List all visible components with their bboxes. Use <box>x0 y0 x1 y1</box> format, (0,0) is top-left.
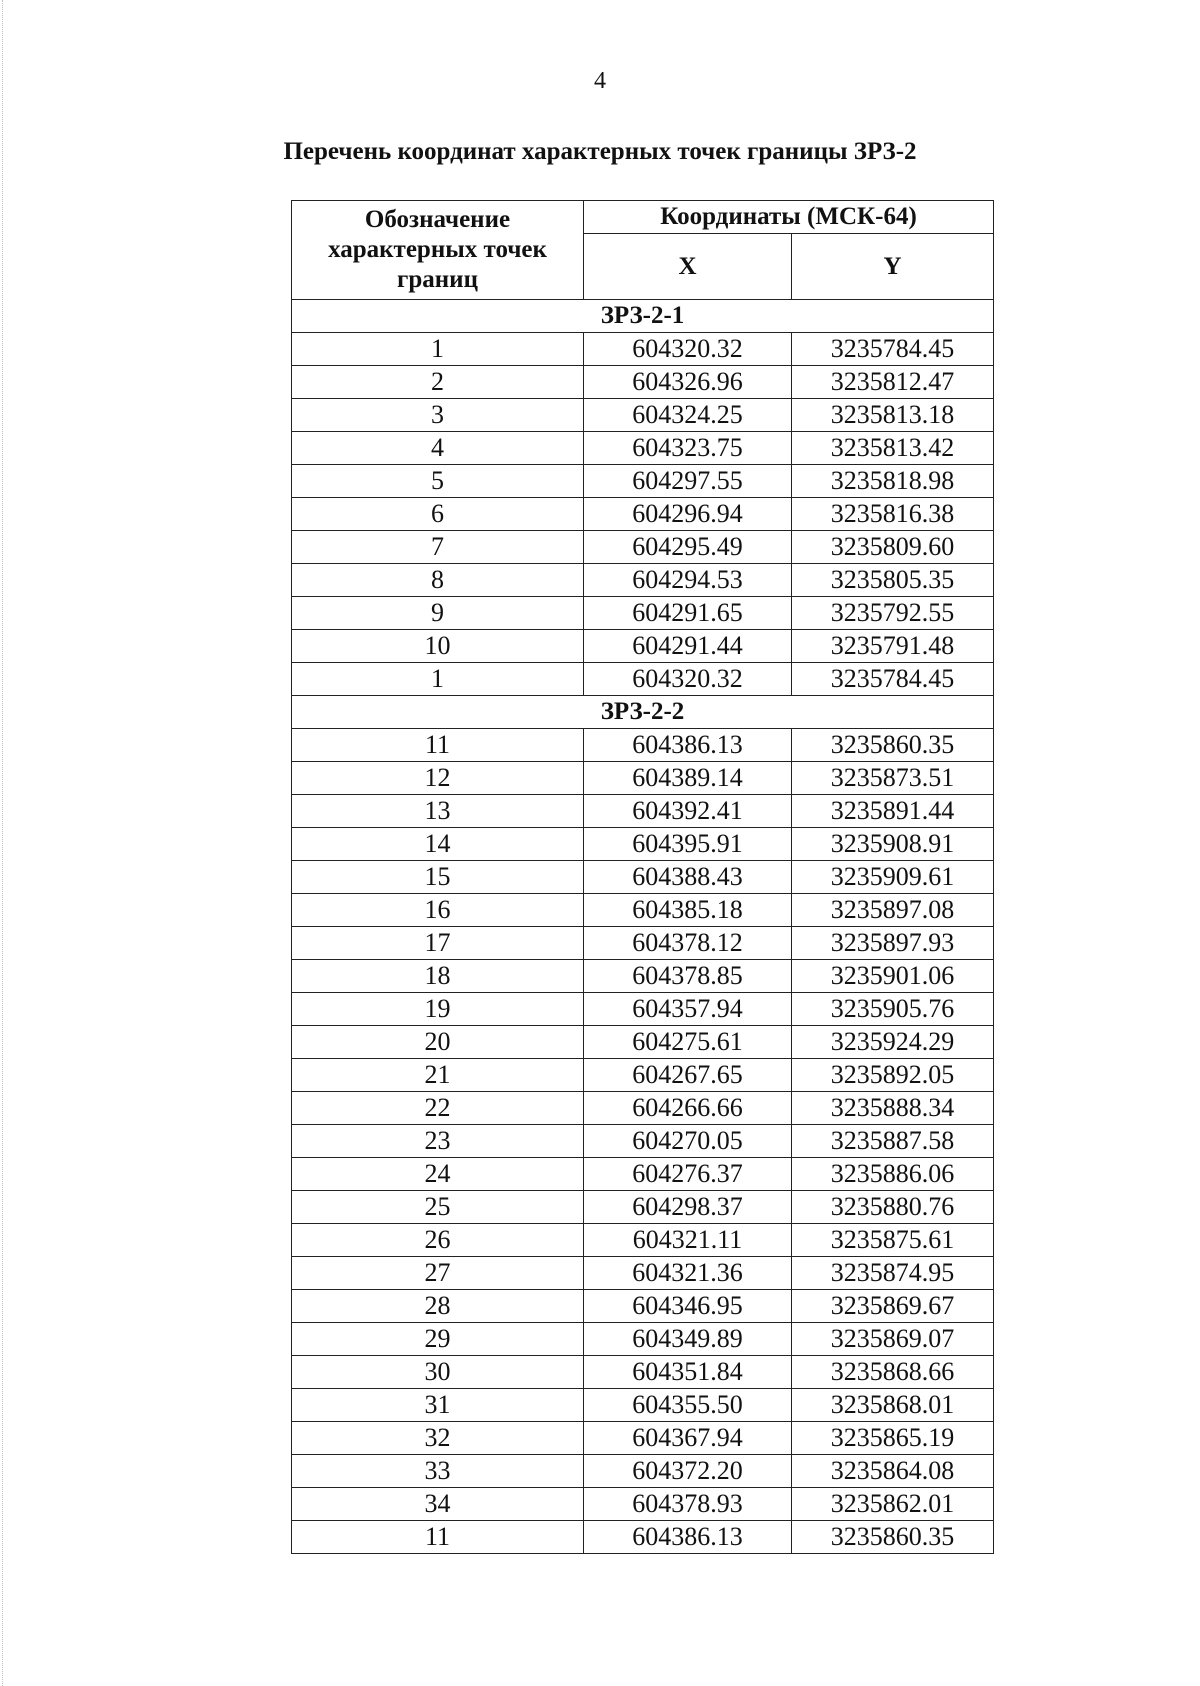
y-coordinate-cell: 3235874.95 <box>792 1257 994 1290</box>
y-coordinate-cell: 3235868.01 <box>792 1389 994 1422</box>
x-coordinate-cell: 604298.37 <box>584 1191 792 1224</box>
table-row <box>292 1125 994 1158</box>
table-header <box>292 201 994 300</box>
x-coordinate-cell: 604291.44 <box>584 630 792 663</box>
x-coordinate-cell: 604320.32 <box>584 333 792 366</box>
x-coordinate-cell: 604349.89 <box>584 1323 792 1356</box>
table-row <box>292 828 994 861</box>
x-coordinate-cell: 604321.11 <box>584 1224 792 1257</box>
table-body <box>292 300 994 1554</box>
header-x: X <box>584 234 792 300</box>
x-coordinate-cell: 604386.13 <box>584 1521 792 1554</box>
table-row <box>292 795 994 828</box>
y-coordinate-cell: 3235809.60 <box>792 531 994 564</box>
table-row <box>292 498 994 531</box>
y-coordinate-cell: 3235865.19 <box>792 1422 994 1455</box>
x-coordinate-cell: 604294.53 <box>584 564 792 597</box>
point-number-cell: 7 <box>292 531 584 564</box>
y-coordinate-cell: 3235897.08 <box>792 894 994 927</box>
table-row <box>292 1158 994 1191</box>
y-coordinate-cell: 3235812.47 <box>792 366 994 399</box>
y-coordinate-cell: 3235873.51 <box>792 762 994 795</box>
table-row <box>292 564 994 597</box>
header-coordinates: Координаты (МСК-64) <box>584 201 994 234</box>
table-row <box>292 465 994 498</box>
section-row <box>292 300 994 333</box>
y-coordinate-cell: 3235792.55 <box>792 597 994 630</box>
point-number-cell: 11 <box>292 729 584 762</box>
x-coordinate-cell: 604267.65 <box>584 1059 792 1092</box>
table-row <box>292 1191 994 1224</box>
point-number-cell: 15 <box>292 861 584 894</box>
point-number-cell: 8 <box>292 564 584 597</box>
point-number-cell: 34 <box>292 1488 584 1521</box>
table-row <box>292 630 994 663</box>
table-row <box>292 399 994 432</box>
y-coordinate-cell: 3235905.76 <box>792 993 994 1026</box>
x-coordinate-cell: 604346.95 <box>584 1290 792 1323</box>
x-coordinate-cell: 604297.55 <box>584 465 792 498</box>
table-row <box>292 927 994 960</box>
y-coordinate-cell: 3235791.48 <box>792 630 994 663</box>
table-row <box>292 366 994 399</box>
point-number-cell: 31 <box>292 1389 584 1422</box>
point-number-cell: 33 <box>292 1455 584 1488</box>
y-coordinate-cell: 3235909.61 <box>792 861 994 894</box>
point-number-cell: 5 <box>292 465 584 498</box>
x-coordinate-cell: 604389.14 <box>584 762 792 795</box>
table-row <box>292 531 994 564</box>
x-coordinate-cell: 604355.50 <box>584 1389 792 1422</box>
x-coordinate-cell: 604372.20 <box>584 1455 792 1488</box>
table-row <box>292 729 994 762</box>
x-coordinate-cell: 604385.18 <box>584 894 792 927</box>
x-coordinate-cell: 604378.12 <box>584 927 792 960</box>
point-number-cell: 4 <box>292 432 584 465</box>
point-number-cell: 16 <box>292 894 584 927</box>
section-label: ЗРЗ-2-1 <box>292 300 994 333</box>
point-number-cell: 1 <box>292 333 584 366</box>
table-row <box>292 1026 994 1059</box>
point-number-cell: 21 <box>292 1059 584 1092</box>
table-row <box>292 993 994 1026</box>
table-row <box>292 1059 994 1092</box>
table-row <box>292 1521 994 1554</box>
table-row <box>292 1422 994 1455</box>
x-coordinate-cell: 604378.85 <box>584 960 792 993</box>
point-number-cell: 10 <box>292 630 584 663</box>
y-coordinate-cell: 3235886.06 <box>792 1158 994 1191</box>
y-coordinate-cell: 3235784.45 <box>792 333 994 366</box>
y-coordinate-cell: 3235805.35 <box>792 564 994 597</box>
point-number-cell: 17 <box>292 927 584 960</box>
table-row <box>292 1389 994 1422</box>
point-number-cell: 23 <box>292 1125 584 1158</box>
point-number-cell: 20 <box>292 1026 584 1059</box>
table-row <box>292 432 994 465</box>
x-coordinate-cell: 604276.37 <box>584 1158 792 1191</box>
table-row <box>292 1290 994 1323</box>
x-coordinate-cell: 604323.75 <box>584 432 792 465</box>
y-coordinate-cell: 3235891.44 <box>792 795 994 828</box>
x-coordinate-cell: 604388.43 <box>584 861 792 894</box>
point-number-cell: 32 <box>292 1422 584 1455</box>
table-row <box>292 1356 994 1389</box>
y-coordinate-cell: 3235880.76 <box>792 1191 994 1224</box>
point-number-cell: 29 <box>292 1323 584 1356</box>
y-coordinate-cell: 3235892.05 <box>792 1059 994 1092</box>
y-coordinate-cell: 3235860.35 <box>792 729 994 762</box>
point-number-cell: 6 <box>292 498 584 531</box>
point-number-cell: 22 <box>292 1092 584 1125</box>
y-coordinate-cell: 3235862.01 <box>792 1488 994 1521</box>
x-coordinate-cell: 604295.49 <box>584 531 792 564</box>
table-row <box>292 762 994 795</box>
point-number-cell: 12 <box>292 762 584 795</box>
table-row <box>292 663 994 696</box>
y-coordinate-cell: 3235784.45 <box>792 663 994 696</box>
point-number-cell: 24 <box>292 1158 584 1191</box>
point-number-cell: 11 <box>292 1521 584 1554</box>
table-row <box>292 1488 994 1521</box>
table-row <box>292 861 994 894</box>
section-label: ЗРЗ-2-2 <box>292 696 994 729</box>
section-row <box>292 696 994 729</box>
x-coordinate-cell: 604321.36 <box>584 1257 792 1290</box>
header-point-designation: Обозначение характерных точек границ <box>292 201 584 300</box>
x-coordinate-cell: 604296.94 <box>584 498 792 531</box>
y-coordinate-cell: 3235813.42 <box>792 432 994 465</box>
y-coordinate-cell: 3235818.98 <box>792 465 994 498</box>
table-row <box>292 894 994 927</box>
table-row <box>292 1323 994 1356</box>
y-coordinate-cell: 3235908.91 <box>792 828 994 861</box>
coordinates-table <box>291 200 994 1554</box>
point-number-cell: 27 <box>292 1257 584 1290</box>
table-row <box>292 960 994 993</box>
point-number-cell: 30 <box>292 1356 584 1389</box>
x-coordinate-cell: 604326.96 <box>584 366 792 399</box>
x-coordinate-cell: 604324.25 <box>584 399 792 432</box>
y-coordinate-cell: 3235813.18 <box>792 399 994 432</box>
y-coordinate-cell: 3235924.29 <box>792 1026 994 1059</box>
x-coordinate-cell: 604320.32 <box>584 663 792 696</box>
table-row <box>292 1455 994 1488</box>
document-title: Перечень координат характерных точек границы ЗРЗ-2 <box>283 138 917 165</box>
x-coordinate-cell: 604392.41 <box>584 795 792 828</box>
y-coordinate-cell: 3235887.58 <box>792 1125 994 1158</box>
point-number-cell: 1 <box>292 663 584 696</box>
y-coordinate-cell: 3235869.67 <box>792 1290 994 1323</box>
x-coordinate-cell: 604275.61 <box>584 1026 792 1059</box>
y-coordinate-cell: 3235888.34 <box>792 1092 994 1125</box>
y-coordinate-cell: 3235868.66 <box>792 1356 994 1389</box>
y-coordinate-cell: 3235897.93 <box>792 927 994 960</box>
point-number-cell: 25 <box>292 1191 584 1224</box>
x-coordinate-cell: 604270.05 <box>584 1125 792 1158</box>
x-coordinate-cell: 604291.65 <box>584 597 792 630</box>
table-row <box>292 1257 994 1290</box>
x-coordinate-cell: 604351.84 <box>584 1356 792 1389</box>
x-coordinate-cell: 604367.94 <box>584 1422 792 1455</box>
y-coordinate-cell: 3235901.06 <box>792 960 994 993</box>
x-coordinate-cell: 604395.91 <box>584 828 792 861</box>
y-coordinate-cell: 3235869.07 <box>792 1323 994 1356</box>
table-row <box>292 1224 994 1257</box>
point-number-cell: 9 <box>292 597 584 630</box>
scan-edge-mark <box>2 0 5 1686</box>
header-y: Y <box>792 234 994 300</box>
y-coordinate-cell: 3235860.35 <box>792 1521 994 1554</box>
x-coordinate-cell: 604266.66 <box>584 1092 792 1125</box>
y-coordinate-cell: 3235864.08 <box>792 1455 994 1488</box>
x-coordinate-cell: 604378.93 <box>584 1488 792 1521</box>
point-number-cell: 26 <box>292 1224 584 1257</box>
point-number-cell: 14 <box>292 828 584 861</box>
point-number-cell: 28 <box>292 1290 584 1323</box>
y-coordinate-cell: 3235875.61 <box>792 1224 994 1257</box>
point-number-cell: 13 <box>292 795 584 828</box>
y-coordinate-cell: 3235816.38 <box>792 498 994 531</box>
page-number: 4 <box>594 68 606 94</box>
table-row <box>292 333 994 366</box>
table-row <box>292 597 994 630</box>
table-row <box>292 1092 994 1125</box>
x-coordinate-cell: 604357.94 <box>584 993 792 1026</box>
x-coordinate-cell: 604386.13 <box>584 729 792 762</box>
point-number-cell: 18 <box>292 960 584 993</box>
point-number-cell: 3 <box>292 399 584 432</box>
point-number-cell: 2 <box>292 366 584 399</box>
point-number-cell: 19 <box>292 993 584 1026</box>
